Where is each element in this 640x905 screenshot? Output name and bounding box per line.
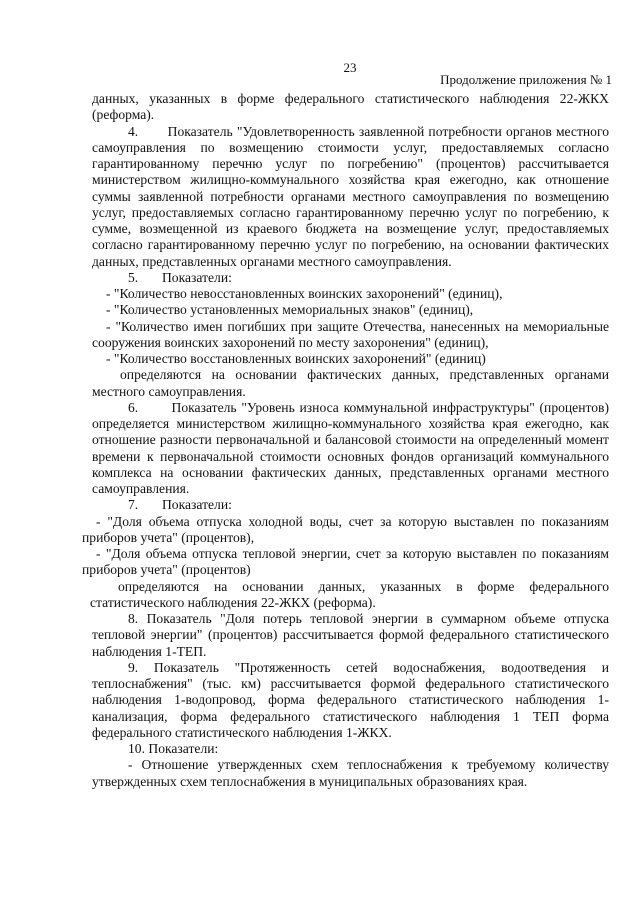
appendix-continuation-note: Продолжение приложения № 1: [440, 72, 612, 87]
paragraph-item-4: 4. Показатель "Удовлетворенность заявленной потребности органов местного самоуправления по возмещению стоимости услуг, предоставляемых согласно гарантированному перечню услуг по погребению" (процентов) рассчитывается министерством жилищно-коммунального хозяйства края ежегодно, как отношение суммы заявленной потребности органами местного самоуправления по возмещению услуг, предоставляемых согласно гарантированному перечню услуг по погребению, к сумме, возмещенной из краевого бюджета на возмещение услуг, предоставляемых согласно гарантированному перечню услуг по погребению, на основании фактических данных, представленных органами местного самоуправления.: [92, 123, 609, 269]
list-item-indicator-10a: - Отношение утвержденных схем теплоснабжения к требуемому количеству утвержденных схем теплоснабжения в муниципальных образованиях края.: [92, 757, 609, 789]
paragraph-item-6: 6. Показатель "Уровень износа коммунальной инфраструктуры" (процентов) определяется министерством жилищно-коммунального хозяйства края ежегодно, как отношение разности первоначальной и балансовой стоимости на определенный момент времени к первоначальной стоимости основных фондов организаций коммунального комплекса на основании фактических данных, представленных органами местного самоуправления.: [92, 399, 609, 496]
paragraph-item-7-conclusion: определяются на основании данных, указанных в форме федерального статистического наблюдения 22-ЖКХ (реформа).: [90, 578, 609, 610]
paragraph-item-7-heading: 7. Показатели:: [128, 497, 232, 513]
paragraph-item-10-heading: 10. Показатели:: [128, 741, 219, 756]
page-number: 23: [343, 60, 357, 75]
paragraph-item-8: 8. Показатель "Доля потерь тепловой энергии в суммарном объеме отпуска тепловой энергии" (процентов) рассчитывается формой федерального статистического наблюдения 1-ТЕП.: [92, 611, 609, 659]
list-item-indicator-5c: - "Количество имен погибших при защите Отечества, нанесенных на мемориальные сооружения воинских захоронений по месту захоронения" (единиц),: [92, 318, 609, 350]
list-item-indicator-5a: - "Количество невосстановленных воинских захоронений" (единиц),: [106, 286, 503, 301]
list-item-indicator-5b: - "Количество установленных мемориальных знаков" (единиц),: [106, 302, 474, 318]
list-item-indicator-7a: - "Доля объема отпуска холодной воды, счет за которую выставлен по показаниям приборов учета" (процентов),: [82, 513, 609, 545]
paragraph-continuation: данных, указанных в форме федерального статистического наблюдения 22-ЖКХ (реформа).: [92, 91, 609, 123]
paragraph-item-5-conclusion: определяются на основании фактических данных, представленных органами местного самоуправления.: [92, 367, 609, 399]
paragraph-item-5-heading: 5. Показатели:: [128, 269, 232, 285]
paragraph-item-9: 9. Показатель "Протяженность сетей водоснабжения, водоотведения и теплоснабжения" (тыс. км) рассчитывается формой федерального статистического наблюдения 1-водопровод, форма федерального статистического наблюдения 1-канализация, форма федерального статистического наблюдения 1 ТЕП форма федерального статистического наблюдения 1-ЖКХ.: [92, 659, 609, 740]
list-item-indicator-5d: - "Количество восстановленных воинских захоронений" (единиц): [106, 351, 486, 366]
document-body: [82, 91, 609, 790]
list-item-indicator-7b: - "Доля объема отпуска тепловой энергии, счет за которую выставлен по показаниям приборов учета" (процентов): [82, 546, 609, 578]
